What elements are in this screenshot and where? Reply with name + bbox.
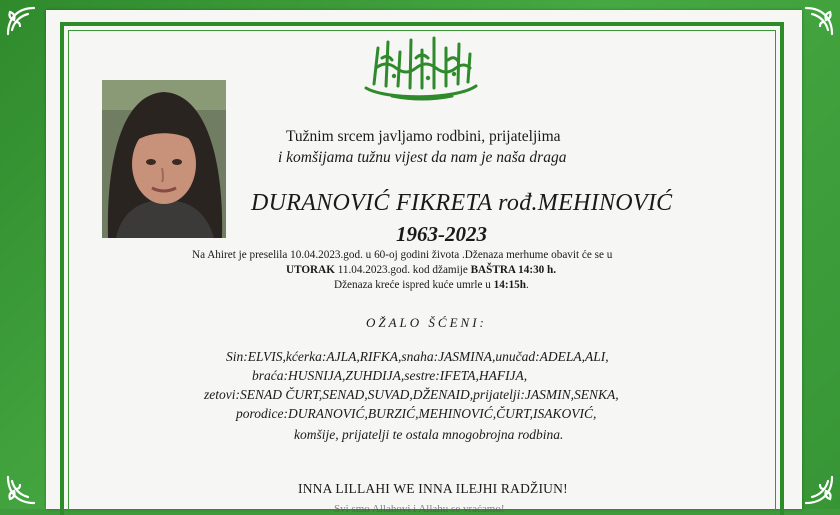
- family-line: porodice:DURANOVIĆ,BURZIĆ,MEHINOVIĆ,ČURT,ISAKOVIĆ,: [236, 406, 597, 421]
- ornament-icon: [4, 471, 40, 507]
- ornament-icon: [800, 4, 836, 40]
- intro-line-2: i komšijama tužnu vijest da nam je naša draga: [278, 149, 567, 166]
- funeral-place-time: BAŠTRA 14:30 h.: [470, 264, 557, 276]
- procession-end: .: [525, 279, 529, 291]
- details-line-3: [334, 279, 529, 291]
- family-line: Sin:ELVIS,kćerka:AJLA,RIFKA,snaha:JASMINA,unučad:ADELA,ALI,: [226, 349, 609, 364]
- mourners-heading: OŽALO ŠĆENI:: [366, 315, 487, 330]
- notice-paper: [46, 10, 802, 515]
- intro-line-1: Tužnim srcem javljamo rodbini, prijateljima: [286, 128, 561, 145]
- details-line-1: Na Ahiret je preselila 10.04.2023.god. u 60-oj godini života .Dženaza merhume obavit će se u: [192, 249, 613, 261]
- family-line: komšije, prijatelji te ostala mnogobrojna rodbina.: [294, 427, 564, 442]
- portrait-photo: [102, 80, 226, 238]
- life-years: 1963-2023: [396, 222, 487, 246]
- deceased-name: DURANOVIĆ FIKRETA rođ.MEHINOVIĆ: [251, 190, 673, 216]
- family-line: braća:HUSNIJA,ZUHDIJA,sestre:IFETA,HAFIJA,: [252, 368, 528, 383]
- details-line-2: [286, 264, 556, 276]
- closing-phrase: INNA LILLAHI WE INNA ILEJHI RADŽIUN!: [298, 481, 568, 496]
- funeral-date: 11.04.2023.god. kod džamije: [334, 264, 471, 276]
- arabic-calligraphy-icon: [356, 28, 486, 108]
- family-line: zetovi:SENAD ČURT,SENAD,SUVAD,DŽENAID,prijatelji:JASMIN,SENKA,: [204, 387, 619, 402]
- procession-text: Dženaza kreće ispred kuće umrle u: [334, 279, 494, 291]
- cut-off-line: Svi smo Allahovi i Allahu se vraćamo!: [334, 503, 505, 515]
- ornament-icon: [800, 471, 836, 507]
- funeral-day: UTORAK: [286, 264, 335, 276]
- ornament-icon: [4, 4, 40, 40]
- procession-time: 14:15h: [493, 279, 526, 291]
